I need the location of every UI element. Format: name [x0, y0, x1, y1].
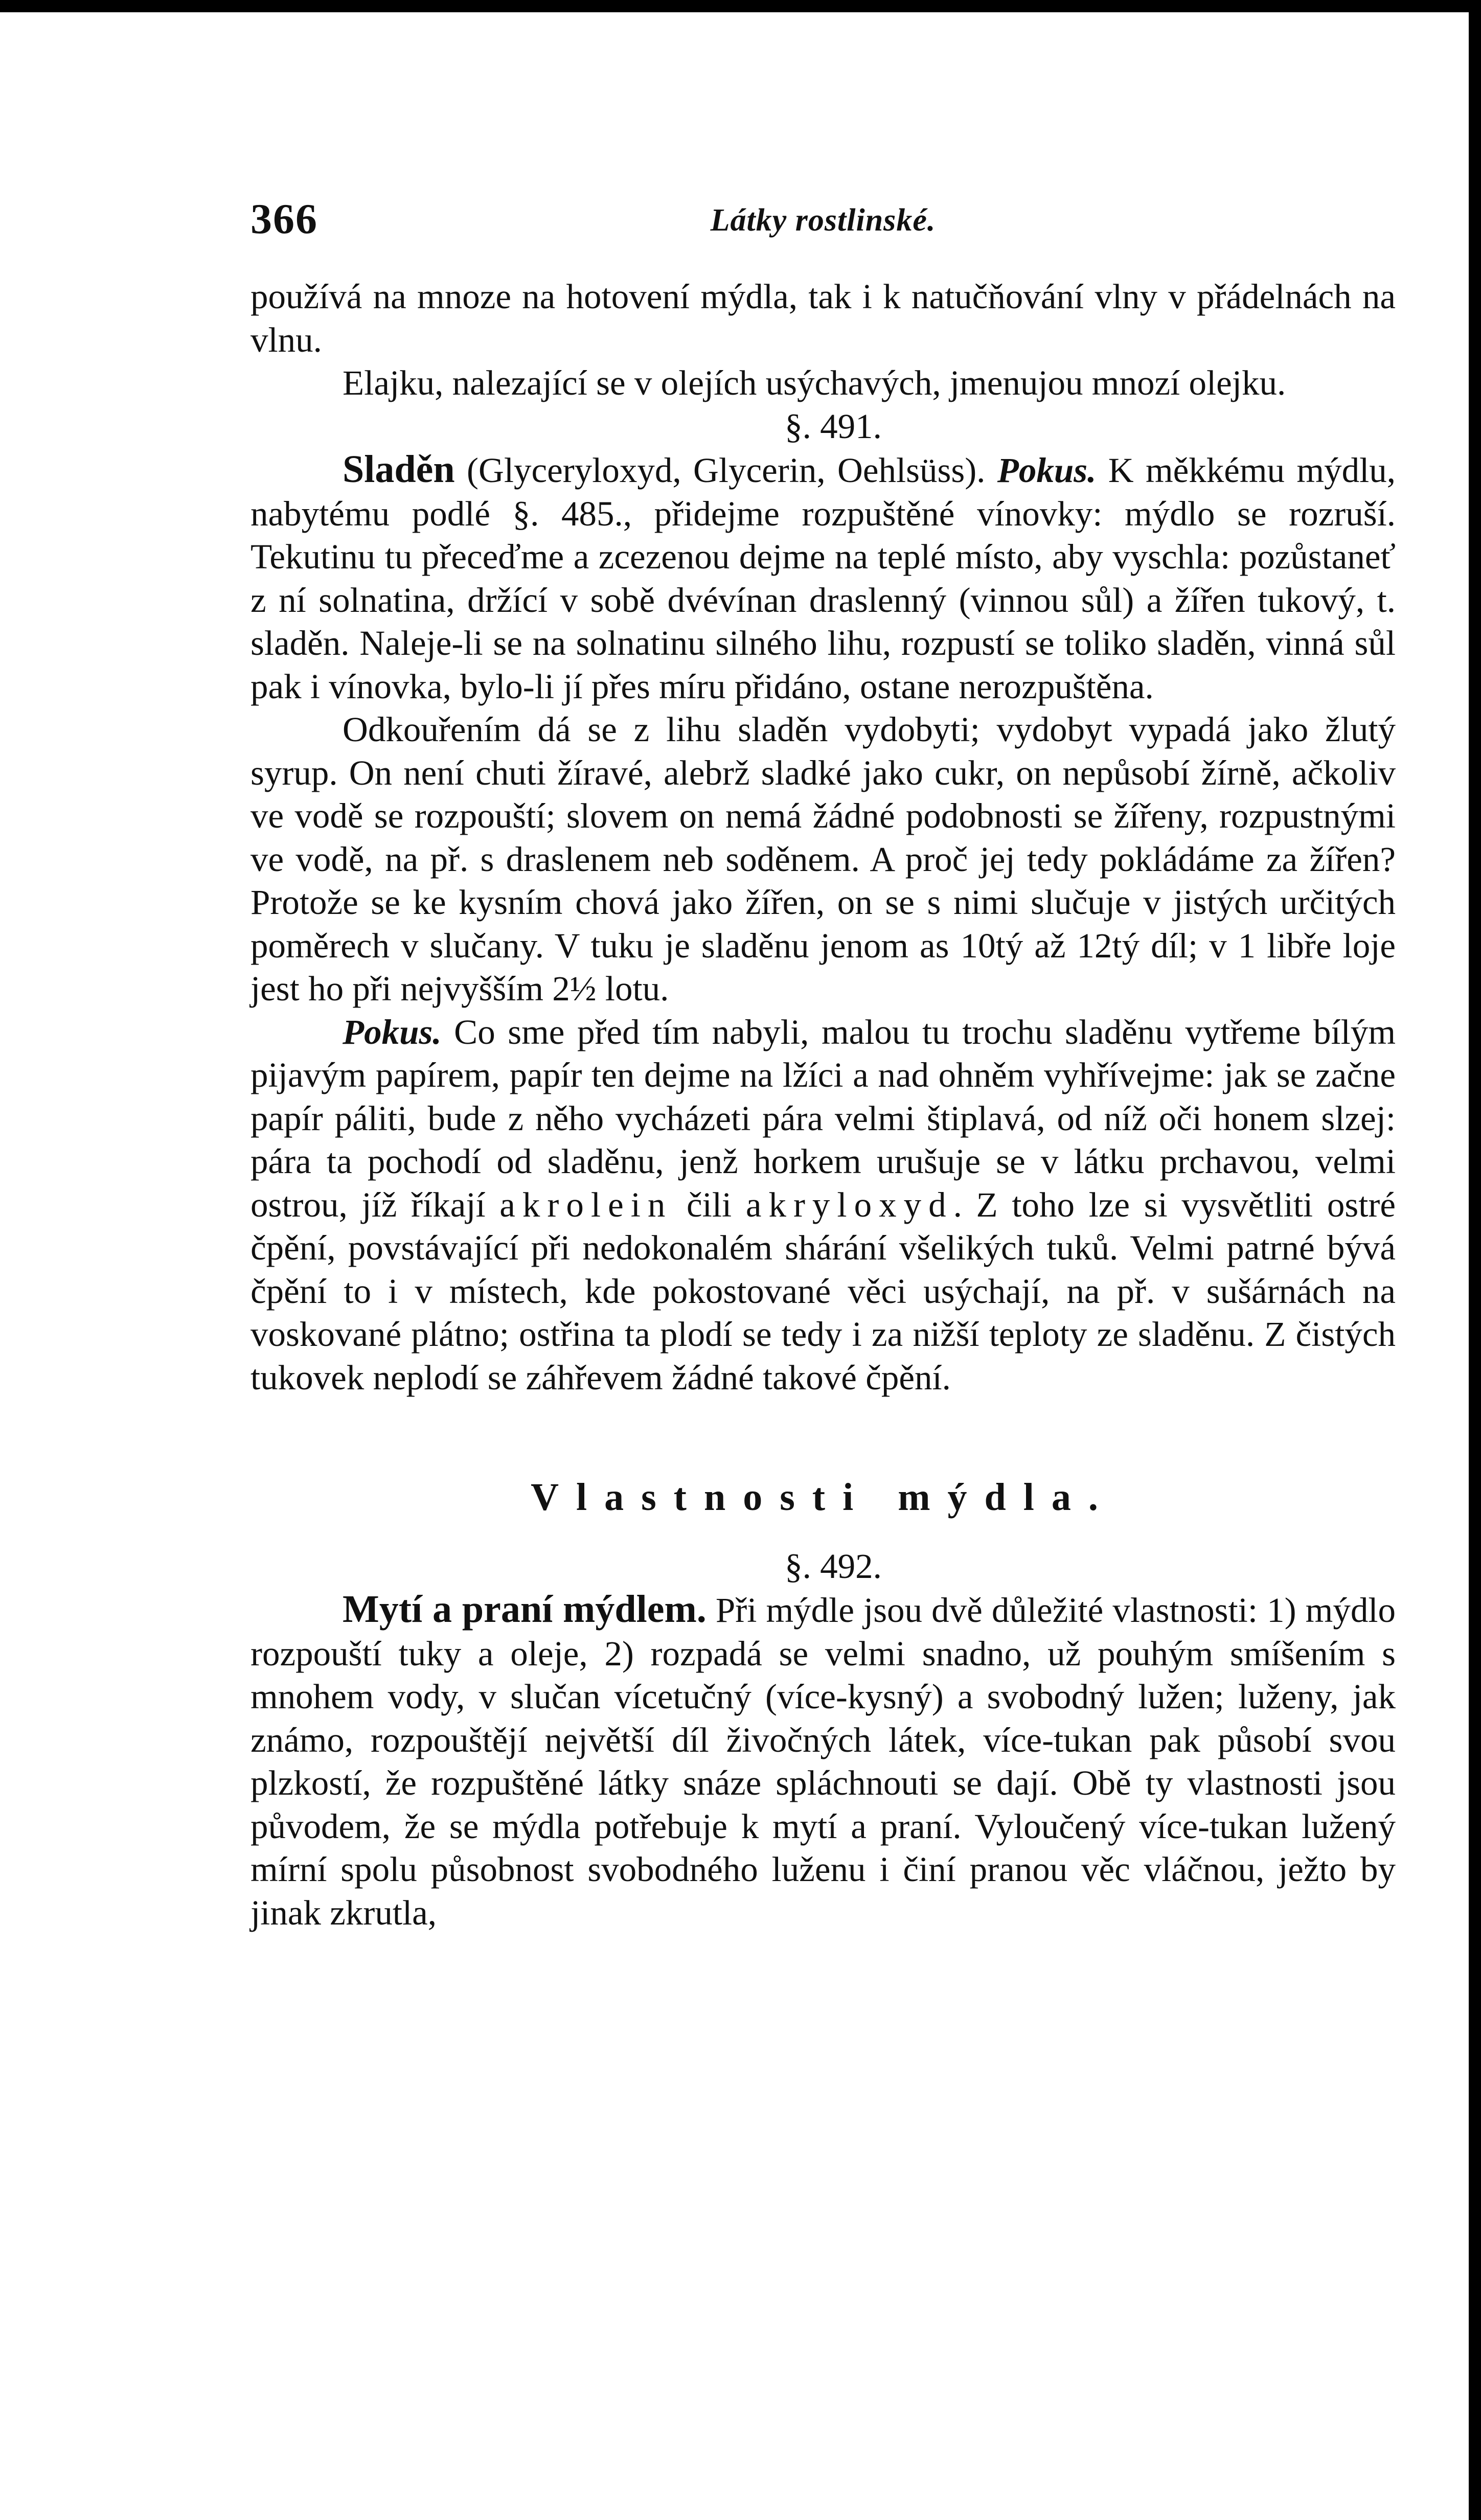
sladen-synonyms: (Glyceryloxyd, Glycerin, Oehlsüss). — [454, 451, 997, 490]
sladen-paragraph — [250, 448, 1396, 708]
sladen-experiment-text: K měkkému mýdlu, nabytému podlé §. 485., přidejme rozpuštěné vínovky: mýdlo se rozruší. Tekutinu tu přeceďme a zcezenou dejme na teplé místo, aby vyschla: pozůstaneť z ní solnatina, držící v sobě dvévínan draslenný (vinnou sůl) a žířen tukový, t. sladěn. Naleje-li se na solnatinu silného lihu, rozpustí se toliko sladěn, vinná sůl pak i vínovka, bylo-li jí přes míru přidáno, ostane nerozpuštěna. — [250, 451, 1396, 706]
term-akryloxyd: akryloxyd — [745, 1185, 953, 1224]
myti-paragraph — [250, 1588, 1396, 1934]
chapter-title: Vlastnosti mýdla. — [531, 1476, 1115, 1519]
experiment-label: Pokus. — [997, 451, 1097, 490]
continuation-paragraph: používá na mnoze na hotovení mýdla, tak i k natučňování vlny v přádelnách na vlnu. — [250, 277, 1396, 359]
page-number: 366 — [250, 195, 318, 243]
book-page — [250, 194, 1396, 1934]
scan-border-top — [0, 0, 1481, 12]
sladen-properties-paragraph: Odkouřením dá se z lihu sladěn vydobyti; vydobyt vypadá jako žlutý syrup. On není chuti žíravé, alebrž sladké jako cukr, on nepůsobí žírně, ačkoliv ve vodě se rozpouští; slovem on nemá žádné podobnosti se žířeny, rozpustnými ve vodě, na př. s draslenem neb soděnem. A proč jej tedy pokládáme za žířen? Protože se ke kysním chová jako žířen, on se s nimi slučuje v jistých určitých poměrech v slučany. V tuku je sladěnu jenom as 10tý až 12tý díl; v 1 libře loje jest ho při nejvyšším 2½ lotu. — [250, 710, 1396, 1008]
connector-cili: čili — [672, 1185, 746, 1224]
akrolein-text-part1: Co sme před tím nabyli, malou tu trochu sladěnu vytřeme bílým pijavým papírem, papír ten dejme na lžíci a nad ohněm vyhřívejme: jak se začne papír páliti, bude z něho vycházeti pára velmi štiplavá, od níž oči honem slzej: pára ta pochodí od sladěnu, jenž horkem urušuje se v látku prchavou, velmi ostrou, jíž říkají — [250, 1012, 1396, 1224]
experiment-label: Pokus. — [343, 1012, 442, 1051]
myti-text: Při mýdle jsou dvě důležité vlastnosti: 1) mýdlo rozpouští tuky a oleje, 2) rozpadá se velmi snadno, už pouhým smíšením s mnohem vody, v slučan vícetučný (více-kysný) a svobodný lužen; luženy, jak známo, rozpouštějí největší díl živočných látek, více-tukan pak působí svou plzkostí, že rozpuštěné látky snáze spláchnouti se dají. Obě ty vlastnosti jsou původem, že se mýdla potřebuje k mytí a praní. Vyloučený více-tukan lužený mírní spolu působnost svobodného luženu i činí pranou věc vláčnou, ježto by jinak zkrutla, — [250, 1591, 1396, 1932]
page-body — [250, 275, 1396, 1934]
akrolein-paragraph — [250, 1011, 1396, 1400]
elajka-paragraph: Elajku, nalezající se v olejích usýchavých, jmenujou mnozí olejku. — [343, 363, 1286, 402]
running-head: Látky rostlinské. — [710, 203, 936, 238]
akrolein-text-part2: . Z toho lze si vysvětliti ostré čpění, povstávající při nedokonalém shárání všelikých tuků. Velmi patrné bývá čpění to i v místech, kde pokostované věci usýchají, na př. v sušárnách na voskované plátno; ostřina ta plodí se tedy i za nižší teploty ze sladěnu. Z čistých tukovek neplodí se záhřevem žádné takové čpění. — [250, 1185, 1396, 1397]
term-sladen: Sladěn — [343, 448, 455, 491]
section-mark-492: §. 492. — [785, 1546, 882, 1586]
section-mark-491: §. 491. — [785, 406, 882, 446]
term-myti-a-prani: Mytí a praní mýdlem. — [343, 1588, 707, 1631]
term-akrolein: akrolein — [499, 1185, 673, 1224]
scan-border-right — [1469, 0, 1481, 2520]
page-header — [250, 194, 1396, 256]
